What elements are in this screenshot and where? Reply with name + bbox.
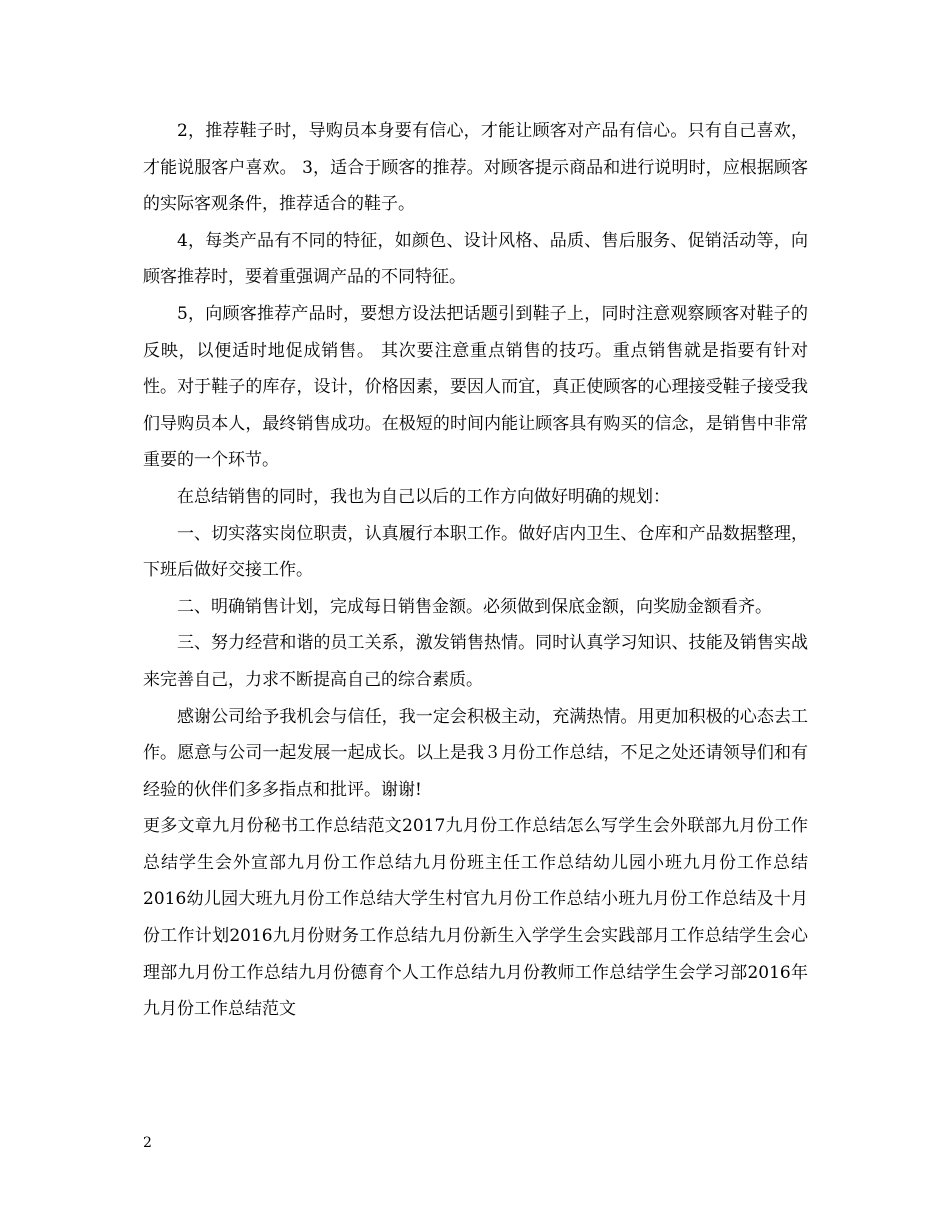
paragraph-plan-item-3: 三、努力经营和谐的员工关系，激发销售热情。同时认真学习知识、技能及销售实战来完善自己，力求不断提高自己的综合素质。 — [143, 633, 808, 690]
paragraph-plan-item-1: 一、切实落实岗位职责，认真履行本职工作。做好店内卫生、仓库和产品数据整理，下班后做好交接工作。 — [143, 523, 808, 581]
paragraph-work-plan-intro: 在总结销售的同时，我也为自己以后的工作方向做好明确的规划： — [177, 486, 670, 507]
paragraph-plan-item-2: 二、明确销售计划，完成每日销售金额。必须做到保底金额，向奖励金额看齐。 — [177, 596, 772, 617]
paragraph-product-features: 4，每类产品有不同的特征，如颜色、设计风格、品质、售后服务、促销活动等，向顾客推荐时，要着重强调产品的不同特征。 — [143, 230, 808, 288]
paragraph-thanks: 感谢公司给予我机会与信任，我一定会积极主动，充满热情。用更加积极的心态去工作。愿意与公司一起发展一起成长。以上是我３月份工作总结，不足之处还请领导们和有经验的伙伴们多多指点和批评。谢谢! — [143, 706, 808, 800]
paragraph-sales-techniques: 5，向顾客推荐产品时，要想方设法把话题引到鞋子上，同时注意观察顾客对鞋子的反映，以便适时地促成销售。 其次要注意重点销售的技巧。重点销售就是指要有针对性。对于鞋子的库存，设计，价格因素，要因人而宜，真正使顾客的心理接受鞋子接受我们导购员本人，最终销售成功。在极短的时间内能让顾客具有购买的信念，是销售中非常重要的一个环节。 — [143, 303, 808, 471]
document-body — [143, 113, 808, 1028]
page-number: 2 — [143, 1135, 152, 1151]
paragraph-recommend-shoes: 2，推荐鞋子时，导购员本身要有信心，才能让顾客对产品有信心。只有自己喜欢，才能说服客户喜欢。 3，适合于顾客的推荐。对顾客提示商品和进行说明时，应根据顾客的实际客观条件，推荐适合的鞋子。 — [143, 121, 808, 215]
more-articles-list: 更多文章九月份秘书工作总结范文2017九月份工作总结怎么写学生会外联部九月份工作总结学生会外宣部九月份工作总结九月份班主任工作总结幼儿园小班九月份工作总结2016幼儿园大班九月份工作总结大学生村官九月份工作总结小班九月份工作总结及十月份工作计划2016九月份财务工作总结九月份新生入学学生会实践部月工作总结学生会心理部九月份工作总结九月份德育个人工作总结九月份教师工作总结学生会学习部2016年九月份工作总结范文 — [143, 816, 808, 1020]
